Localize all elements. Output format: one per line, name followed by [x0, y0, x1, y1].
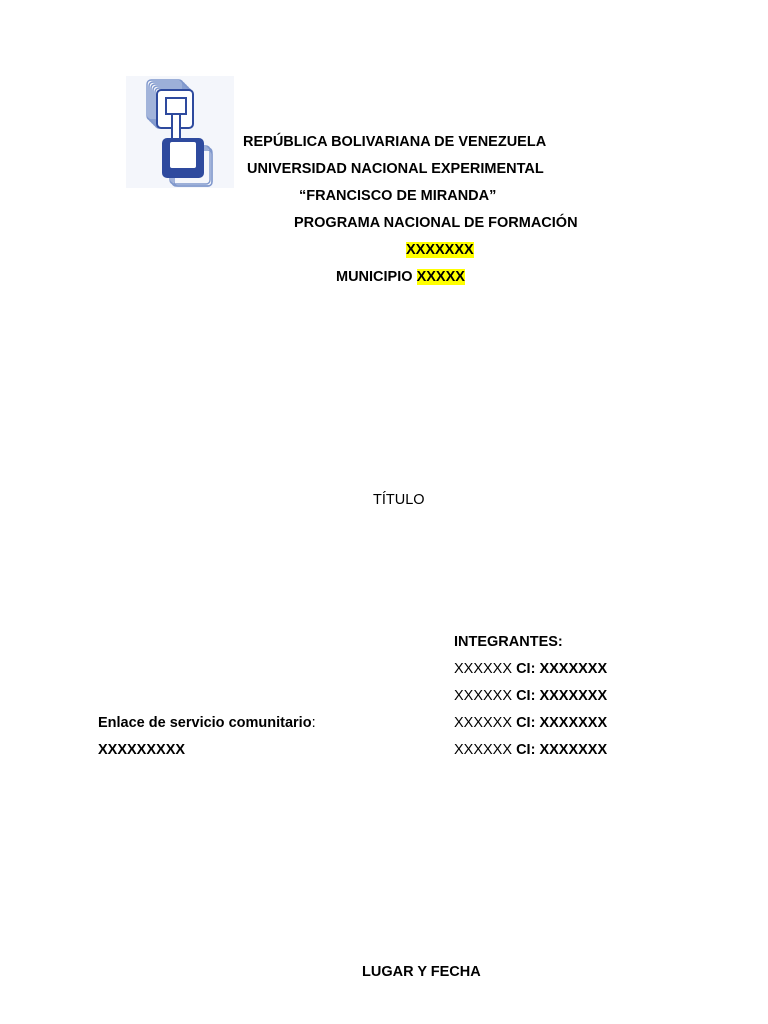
- integrante-ci-label: CI:: [516, 688, 536, 704]
- integrante-name: XXXXXX: [454, 715, 513, 731]
- integrante-row: [454, 741, 607, 759]
- document-title: TÍTULO: [373, 492, 425, 508]
- integrante-ci-value: XXXXXXX: [539, 661, 608, 677]
- header-program-placeholder: [406, 241, 474, 259]
- lugar-y-fecha: LUGAR Y FECHA: [362, 964, 481, 980]
- enlace-value: XXXXXXXXX: [98, 742, 186, 758]
- integrante-ci-value: XXXXXXX: [539, 715, 608, 731]
- integrante-name: XXXXXX: [454, 688, 513, 704]
- header-line-francisco-de-miranda: “FRANCISCO DE MIRANDA”: [299, 188, 497, 204]
- integrante-row: [454, 687, 607, 705]
- integrante-row: [454, 660, 607, 678]
- integrante-name: XXXXXX: [454, 742, 513, 758]
- header-line-universidad: UNIVERSIDAD NACIONAL EXPERIMENTAL: [247, 161, 544, 177]
- integrante-ci-value: XXXXXXX: [539, 742, 608, 758]
- header-line-programa: PROGRAMA NACIONAL DE FORMACIÓN: [294, 215, 578, 231]
- integrante-ci-value: XXXXXXX: [539, 688, 608, 704]
- header-municipio: [336, 268, 465, 286]
- header-line-republica: REPÚBLICA BOLIVARIANA DE VENEZUELA: [243, 134, 547, 150]
- integrante-name: XXXXXX: [454, 661, 513, 677]
- unefm-logo-icon: [126, 76, 234, 188]
- integrante-row: [454, 714, 607, 732]
- enlace-label: Enlace de servicio comunitario: [98, 715, 312, 731]
- integrante-ci-label: CI:: [516, 715, 536, 731]
- integrantes-heading: INTEGRANTES:: [454, 634, 563, 650]
- integrante-ci-label: CI:: [516, 742, 536, 758]
- enlace-label-line: [98, 714, 316, 732]
- municipio-label: MUNICIPIO: [336, 269, 417, 285]
- integrante-ci-label: CI:: [516, 661, 536, 677]
- municipio-value: XXXXX: [416, 269, 465, 285]
- highlighted-program-placeholder: XXXXXXX: [406, 242, 474, 258]
- enlace-colon: :: [311, 715, 316, 731]
